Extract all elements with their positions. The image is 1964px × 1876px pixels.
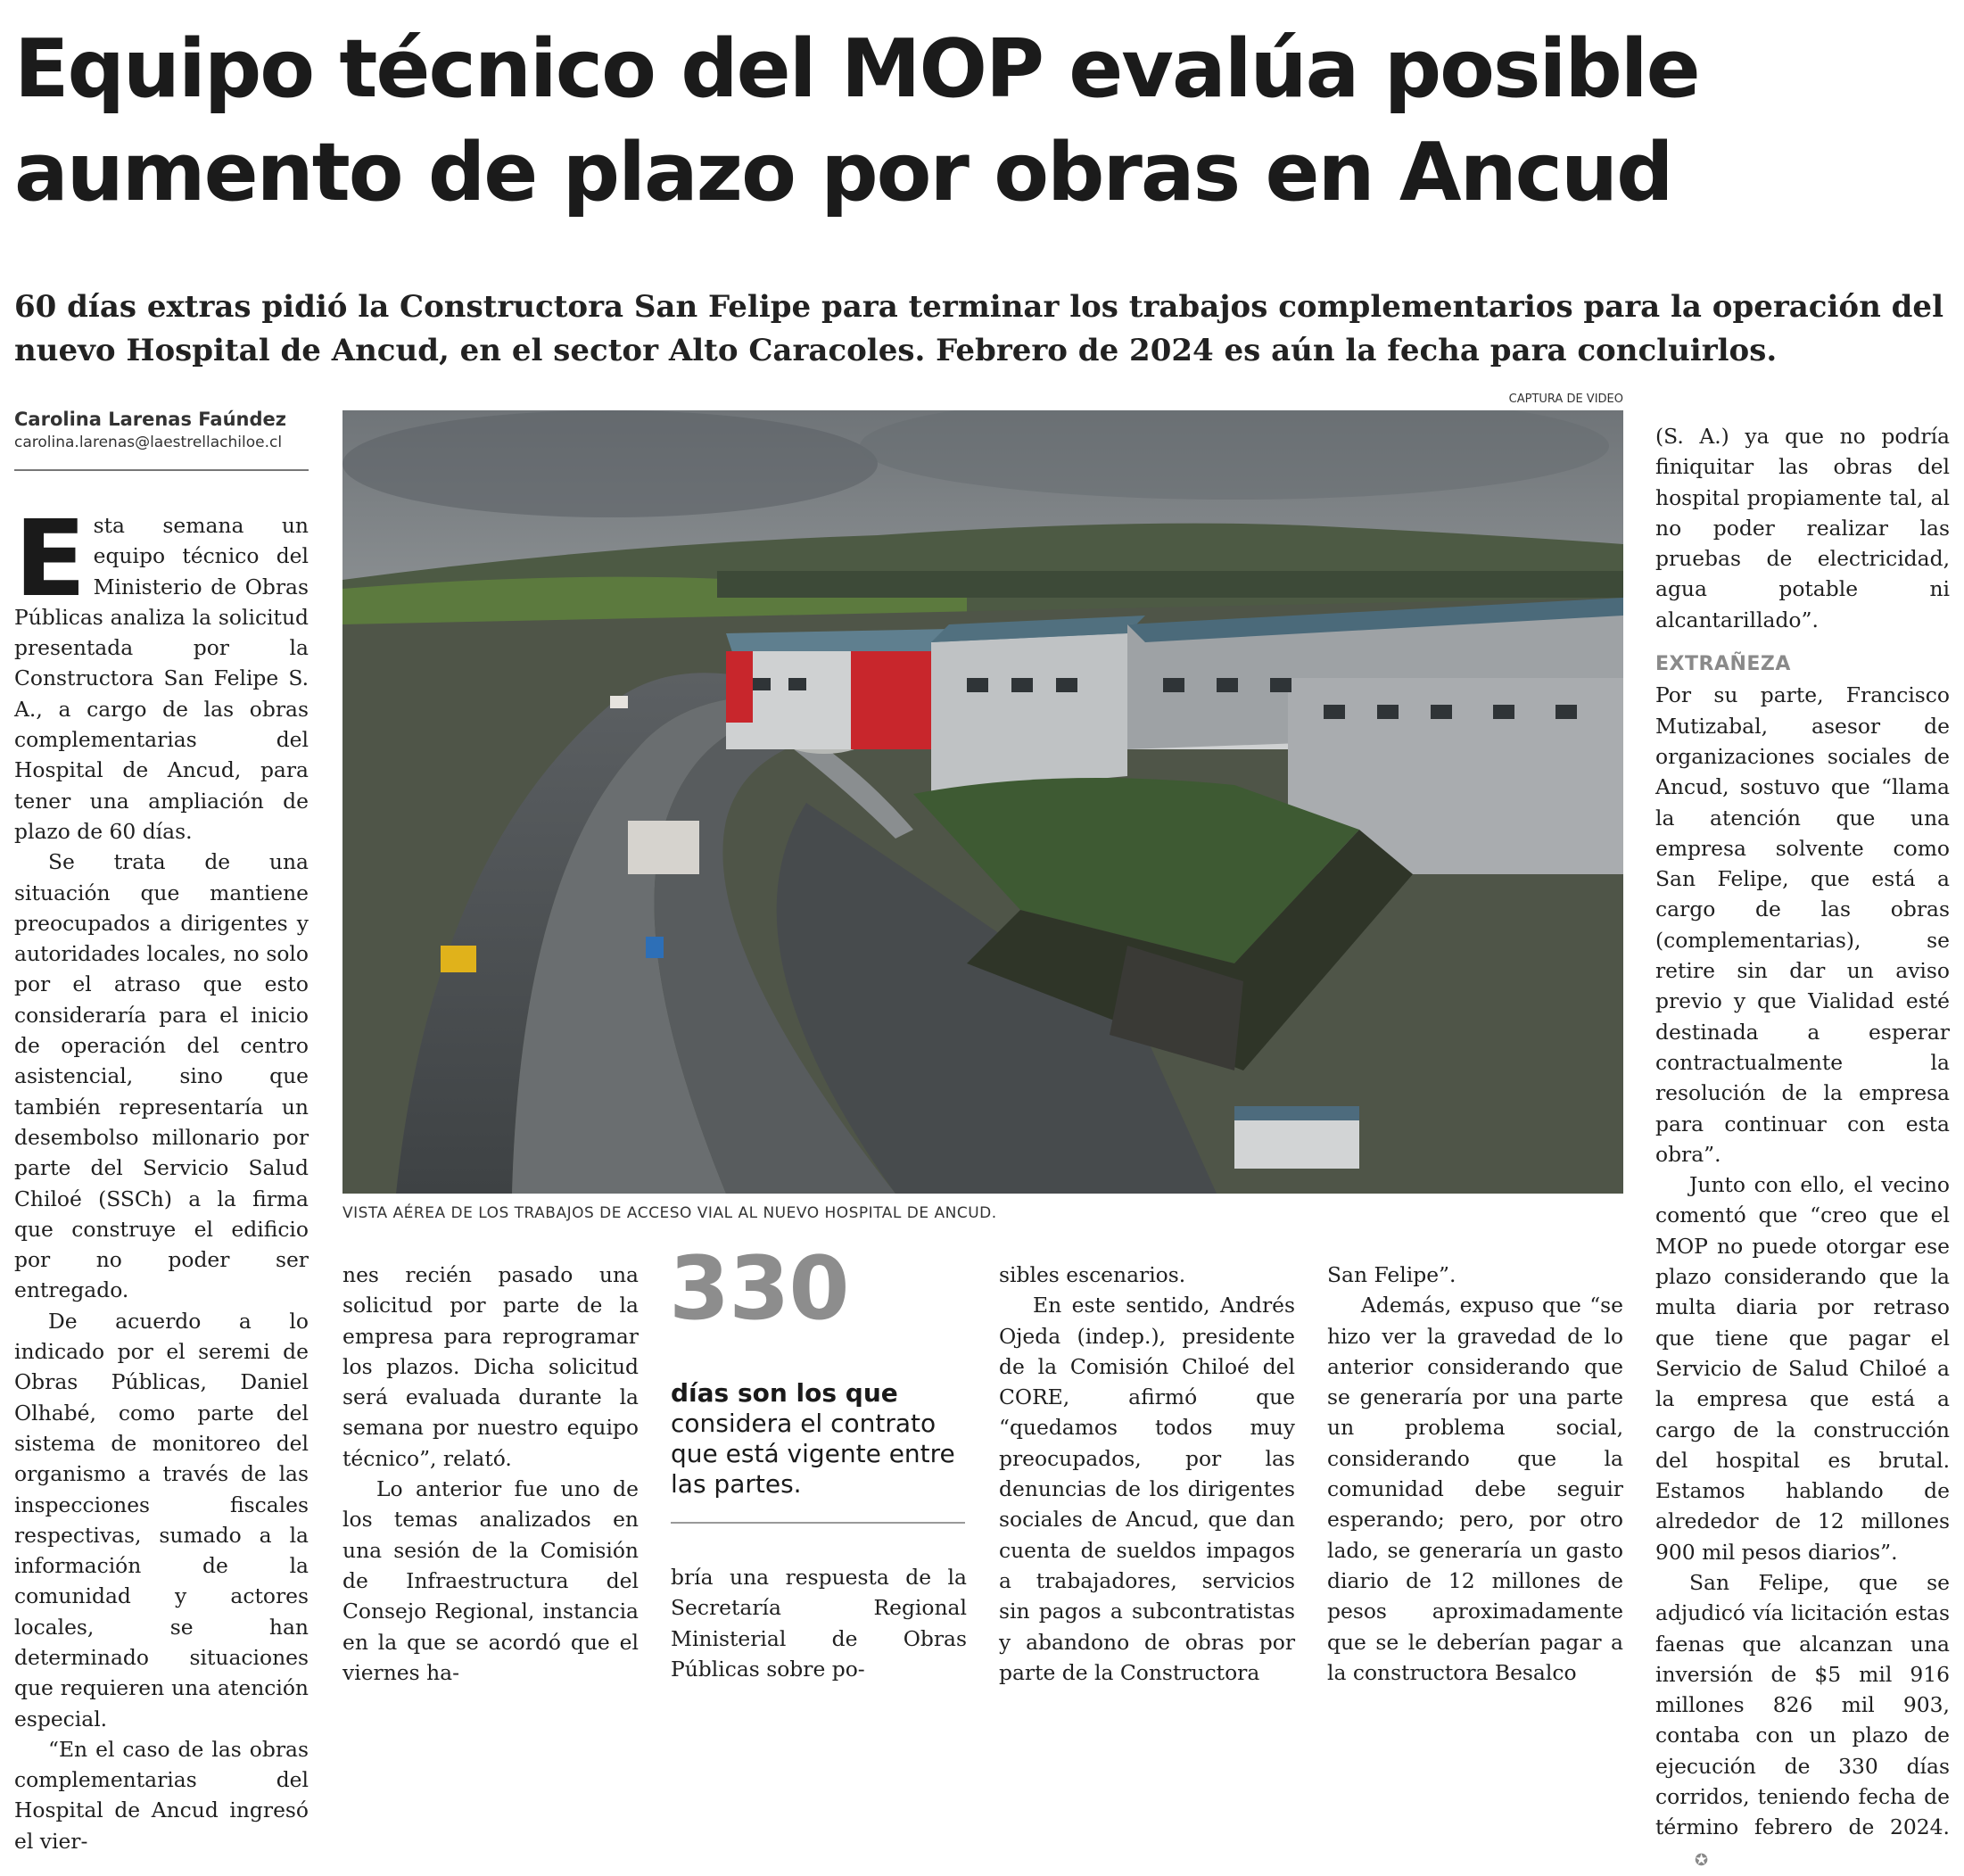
byline [14,409,309,451]
dropcap: E [14,497,87,620]
paragraph: San Felipe, que se adjudicó vía licitación estas faenas que alcanzan una inversión de $5 mil 916 millones 826 mil 903, contaba con un plazo de ejecución de 330 días corridos, teniendo fecha de término febrero de 2024.✪ [1655,1567,1950,1876]
paragraph: Esta semana un equipo técnico del Ministerio de Obras Públicas analiza la solicitud presentada por la Constructora San Felipe S. A., a cargo de las obras complementarias del Hospital de Ancud, para tener una ampliación de plazo de 60 días. [14,497,309,844]
paragraph: sibles escenarios. [999,1262,1186,1287]
paragraph: San Felipe”. [1327,1262,1456,1287]
paragraph: Junto con ello, el vecino comentó que “creo que el MOP no puede otorgar ese plazo considerando que la multa diaria por retraso que tiene que pagar el Servicio de Salud Chiloé a la empresa que está a cargo de la construcción del hospital es brutal. Estamos hablando de alrededor de 12 millones 900 mil pesos diarios”. [1655,1172,1950,1565]
paragraph: Además, expuso que “se hizo ver la gravedad de lo anterior considerando que se generaría por una parte un problema social, considerando que la comunidad debe seguir esperando; pero, por otro lado, se generaría un gasto diario de 12 millones de pesos aproximadamente que se le deberían pagar a la constructora Besalco [1327,1293,1623,1685]
stat-text-bold: días son los que [671,1378,898,1408]
stat-text-regular: considera el contrato que está vigente entre las partes. [671,1409,955,1499]
stat-rule [671,1522,965,1524]
subhead-extraneza: EXTRAÑEZA [1655,653,1791,676]
paragraph: Se trata de una situación que mantiene preocupados a dirigentes y autoridades locales, no solo por el atraso que esto consideraría para el inicio de operación del centro asistencial, sino que también representaría un desembolso millonario por parte del Servicio Salud Chiloé (SSCh) a la firma que construye el edificio por no poder ser entregado. [14,849,309,1303]
headline: Equipo técnico del MOP evalúa posible aumento de plazo por obras en Ancud [14,22,1699,219]
column-4 [999,1260,1295,1688]
paragraph: nes recién pasado una solicitud por parte de la empresa para reprogramar los plazos. Dicha solicitud será evaluada durante la semana por nuestro equipo técnico”, relató. [342,1262,639,1471]
author-email: carolina.larenas@laestrellachiloe.cl [14,434,283,451]
photo-caption: VISTA AÉREA DE LOS TRABAJOS DE ACCESO VIAL AL NUEVO HOSPITAL DE ANCUD. [342,1204,997,1222]
paragraph: Lo anterior fue uno de los temas analizados en una sesión de la Comisión de Infraestructura del Consejo Regional, instancia en la que se acordó que el viernes ha- [342,1476,639,1685]
paragraph: En este sentido, Andrés Ojeda (indep.), presidente de la Comisión Chiloé del CORE, afirmó que “quedamos todos muy preocupados, por las denuncias de los dirigentes sociales de Ancud, que dan cuenta de sueldos impagos a trabajadores, servicios sin pagos a subcontratistas y abandono de obras por parte de la Constructora [999,1293,1295,1685]
end-mark-icon: ✪ [1695,1850,1709,1870]
column-2 [342,1260,639,1688]
paragraph: “En el caso de las obras complementarias del Hospital de Ancud ingresó el vier- [14,1736,309,1854]
column-5 [1327,1260,1623,1688]
aerial-photo [342,410,1623,1194]
author-name: Carolina Larenas Faúndez [14,409,286,430]
deck: 60 días extras pidió la Constructora San Felipe para terminar los trabajos complementarios para la operación del nuevo Hospital de Ancud, en el sector Alto Caracoles. Febrero de 2024 es aún la fecha para concluirlos. [14,289,1943,368]
byline-rule [14,469,309,471]
paragraph: bría una respuesta de la Secretaría Regional Ministerial de Obras Públicas sobre po- [671,1565,967,1682]
paragraph: Por su parte, Francisco Mutizabal, asesor de organizaciones sociales de Ancud, sostuvo que “llama la atención que una empresa solvente como San Felipe, que está a cargo de las obras (complementarias), se retire sin dar un aviso previo y que Vialidad esté destinada a esperar contractualmente la resolución de la empresa para continuar con esta obra”. [1655,682,1950,1167]
column-6 [1655,421,1950,1876]
paragraph: De acuerdo a lo indicado por el seremi de Obras Públicas, Daniel Olhabé, como parte del sistema de monitoreo del organismo a través de las inspecciones fiscales respectivas, sumado a la información de la comunidad y actores locales, se han determinado situaciones que requieren una atención especial. [14,1308,309,1731]
column-3 [671,1562,967,1684]
stat-text [671,1378,965,1500]
photo-credit: CAPTURA DE VIDEO [1508,393,1623,406]
stat-number: 330 [669,1238,849,1340]
column-1 [14,497,309,1856]
paragraph: (S. A.) ya que no podría finiquitar las obras del hospital propiamente tal, al no poder realizar las pruebas de electricidad, agua potable ni alcantarillado”. [1655,424,1950,632]
